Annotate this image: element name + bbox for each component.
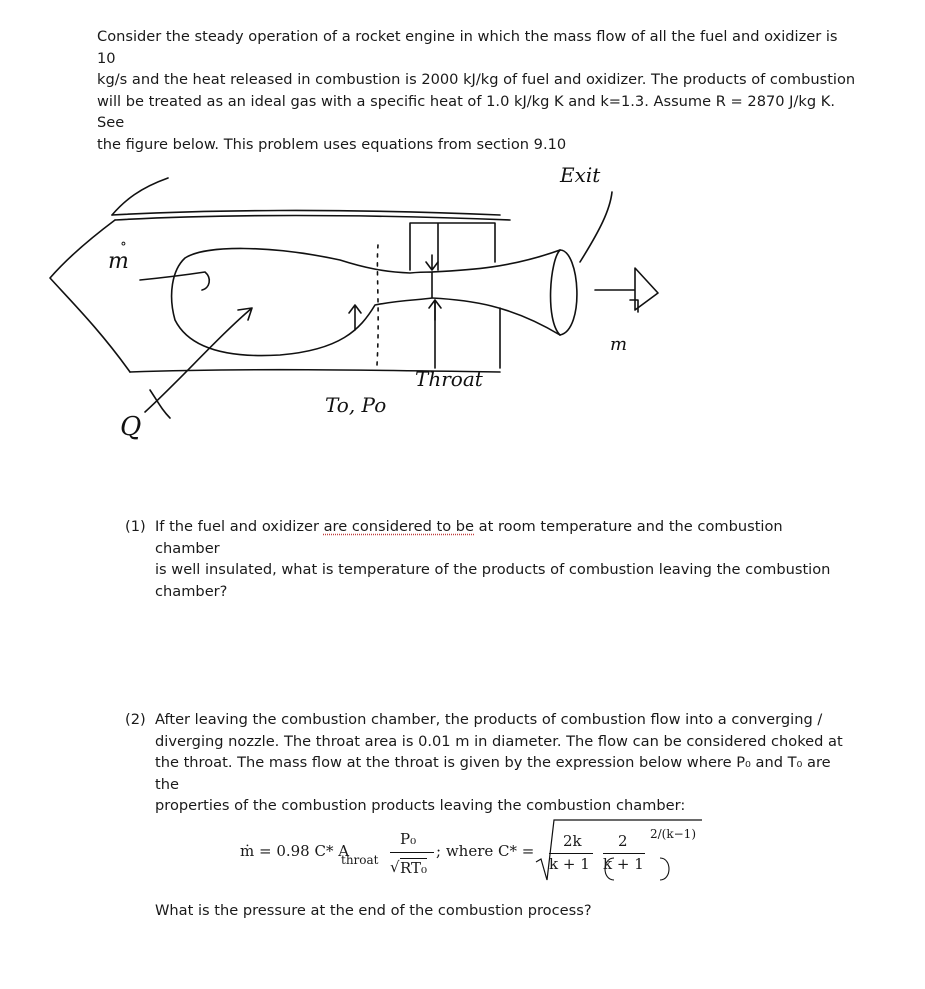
question-line: After leaving the combustion chamber, the products of combustion flow into a converging /: [155, 711, 823, 728]
nose-outline: [50, 220, 130, 372]
intro-line: Consider the steady operation of a rocket engine in which the mass flow of all the fuel and oxidizer is 10: [97, 28, 838, 67]
question-line: is well insulated, what is temperature of the products of combustion leaving the combustion: [155, 561, 831, 578]
grammar-flag: are considered to be: [323, 518, 475, 535]
eq-f2-den: k + 1: [603, 855, 644, 873]
nozzle-lower: [432, 298, 560, 335]
q-arrow: [145, 308, 252, 412]
nozzle-exit: [560, 250, 577, 335]
q1-text: at room temperature and the combustion chamber: [155, 518, 783, 557]
eq-where: ; where C* =: [436, 842, 535, 860]
label-mdot-in: m: [108, 249, 129, 274]
label-mdot-out: m: [610, 334, 628, 355]
question-number: (2): [125, 711, 146, 728]
label-q: Q: [120, 412, 142, 442]
followup-question: What is the pressure at the end of the combustion process?: [155, 902, 592, 919]
q1-text: If the fuel and oxidizer: [155, 518, 324, 535]
throat-pointer: [429, 300, 441, 320]
throat-box-top: [410, 223, 495, 270]
question-line: diverging nozzle. The throat area is 0.01 m in diameter. The flow can be considered choked at: [155, 732, 843, 750]
eq-f1-num: 2k: [563, 832, 582, 850]
exit-pointer: [580, 192, 612, 262]
label-exit: Exit: [560, 163, 601, 187]
eq-frac-den: RT₀: [400, 859, 428, 877]
intro-line: the figure below. This problem uses equations from section 9.10: [97, 135, 567, 153]
body-top-line: [112, 210, 500, 215]
eq-exponent: 2/(k−1): [650, 827, 697, 841]
question-1: [125, 516, 845, 602]
intro-line: will be treated as an ideal gas with a specific heat of 1.0 kJ/kg K and k=1.3. Assume R = 2870 J/kg K. See: [97, 92, 835, 131]
question-line: the throat. The mass flow at the throat is given by the expression below where P₀ and T₀ are the: [155, 754, 831, 793]
intro-line: kg/s and the heat released in combustion is 2000 kJ/kg of fuel and oxidizer. The products of combustion: [97, 71, 856, 88]
eq-sub-throat: throat: [341, 853, 379, 867]
label-dot: ∘: [120, 236, 127, 252]
eq-sqrt-sign: √: [390, 858, 400, 876]
eq-f1-den: k + 1: [549, 855, 590, 873]
eq-frac-line: [390, 852, 434, 853]
eq-lhs: ṁ = 0.98 C* A: [240, 842, 350, 860]
label-throat: Throat: [415, 367, 483, 391]
mass-flow-equation: [240, 818, 710, 884]
eq-f2-num: 2: [618, 832, 628, 850]
problem-statement: [97, 26, 857, 155]
question-number: (1): [125, 518, 146, 535]
nozzle-upper: [432, 250, 560, 272]
question-line: properties of the combustion products leaving the combustion chamber:: [155, 797, 686, 814]
down-arrow: [426, 255, 438, 270]
mdot-out-arrow: [595, 268, 658, 310]
eq-frac-num: P₀: [400, 830, 417, 848]
throat-box-bottom: [435, 300, 500, 368]
eq-f1-line: [549, 853, 593, 854]
question-2: [125, 709, 850, 817]
label-t0-p0: To, Po: [325, 393, 387, 417]
question-line: chamber?: [155, 582, 228, 600]
question-line: [155, 516, 845, 559]
combustion-chamber: [172, 248, 432, 355]
rocket-engine-sketch: [40, 150, 680, 450]
eq-f2-line: [603, 853, 645, 854]
